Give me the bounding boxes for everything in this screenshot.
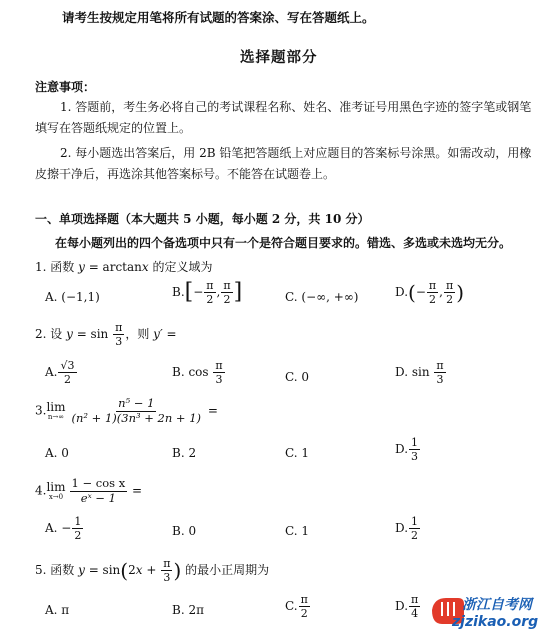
header-note: 请考生按规定用笔将所有试题的答案涂、写在答题纸上。 — [62, 10, 375, 25]
q2-option-c: C. 0 — [285, 370, 310, 384]
notice-item1-line1: 1. 答题前，考生务必将自己的考试课程名称、姓名、准考证号用黑色字迹的签字笔或钢笔 — [60, 100, 532, 114]
q4-option-b: B. 0 — [172, 524, 197, 538]
q5-option-c: C. $\frac{\pi}{2}$ — [285, 593, 308, 620]
section-title: 选择题部分 — [240, 49, 318, 66]
q3-option-c: C. 1 — [285, 446, 310, 460]
q1-option-b: B.[− $\frac{\pi}{2}$ , $\frac{\pi}{2}$ ] — [172, 279, 243, 306]
q4-stem: 4. lim x→0 $\frac{\text{1 − cos x}}{\text{eˣ − 1}}$ = — [35, 476, 143, 505]
q3-stem: 3. lim n→∞ $\frac{\text{n⁵ − 1}}{\text{(n² + 1)(3n³ + 2n + 1)}}$ = — [35, 396, 218, 425]
q2-option-a: A. $\frac{√3}{2}$ — [45, 359, 75, 386]
q4-option-c: C. 1 — [285, 524, 310, 538]
q2-stem: 2. 设 y = sin $\frac{\pi}{3}$ ，则 y′ = — [35, 321, 177, 348]
q1-option-c: C. (−∞, +∞) — [285, 290, 359, 304]
q2-option-b: B. cos $\frac{\pi}{3}$ — [172, 359, 223, 386]
watermark-url: zjzikao.org — [452, 614, 539, 630]
q1-option-d: D.(− $\frac{\pi}{2}$ , $\frac{\pi}{2}$ ) — [395, 279, 464, 306]
q3-option-a: A. 0 — [45, 446, 69, 460]
part1-heading: 一、单项选择题（本大题共 5 小题，每小题 2 分，共 10 分） — [35, 212, 370, 226]
notice-item2-line2: 皮擦干净后，再选涂其他答案标号。不能答在试题卷上。 — [35, 167, 336, 181]
notice-item1-line2: 填写在答题纸规定的位置上。 — [35, 121, 192, 135]
watermark-logo — [428, 588, 550, 636]
q5-option-a: A. π — [45, 603, 70, 617]
q5-option-b: B. 2π — [172, 603, 204, 617]
q5-stem: 5. 函数 y = sin(2x + $\frac{\pi}{3}$ ) 的最小正周期为 — [35, 557, 270, 584]
q4-option-a: A. − $\frac{1}{2}$ — [45, 515, 82, 542]
watermark-cn: 浙江自考网 — [462, 597, 532, 613]
q1-option-a: A. (−1,1) — [45, 290, 100, 304]
part1-instruction: 在每小题列出的四个备选项中只有一个是符合题目要求的。错选、多选或未选均无分。 — [55, 236, 512, 250]
q2-option-d: D. sin $\frac{\pi}{3}$ — [395, 359, 444, 386]
q5-option-d: D. $\frac{\pi}{4}$ — [395, 593, 419, 620]
q1-stem: 1. 函数 y = arctanx 的定义域为 — [35, 260, 213, 274]
notice-heading: 注意事项： — [35, 80, 96, 94]
q3-option-d: D. $\frac{1}{3}$ — [395, 436, 419, 463]
q4-option-d: D. $\frac{1}{2}$ — [395, 515, 419, 542]
notice-item2-line1: 2. 每小题选出答案后，用 2B 铅笔把答题纸上对应题目的答案标号涂黑。如需改动，用橡 — [60, 146, 532, 160]
q3-option-b: B. 2 — [172, 446, 197, 460]
